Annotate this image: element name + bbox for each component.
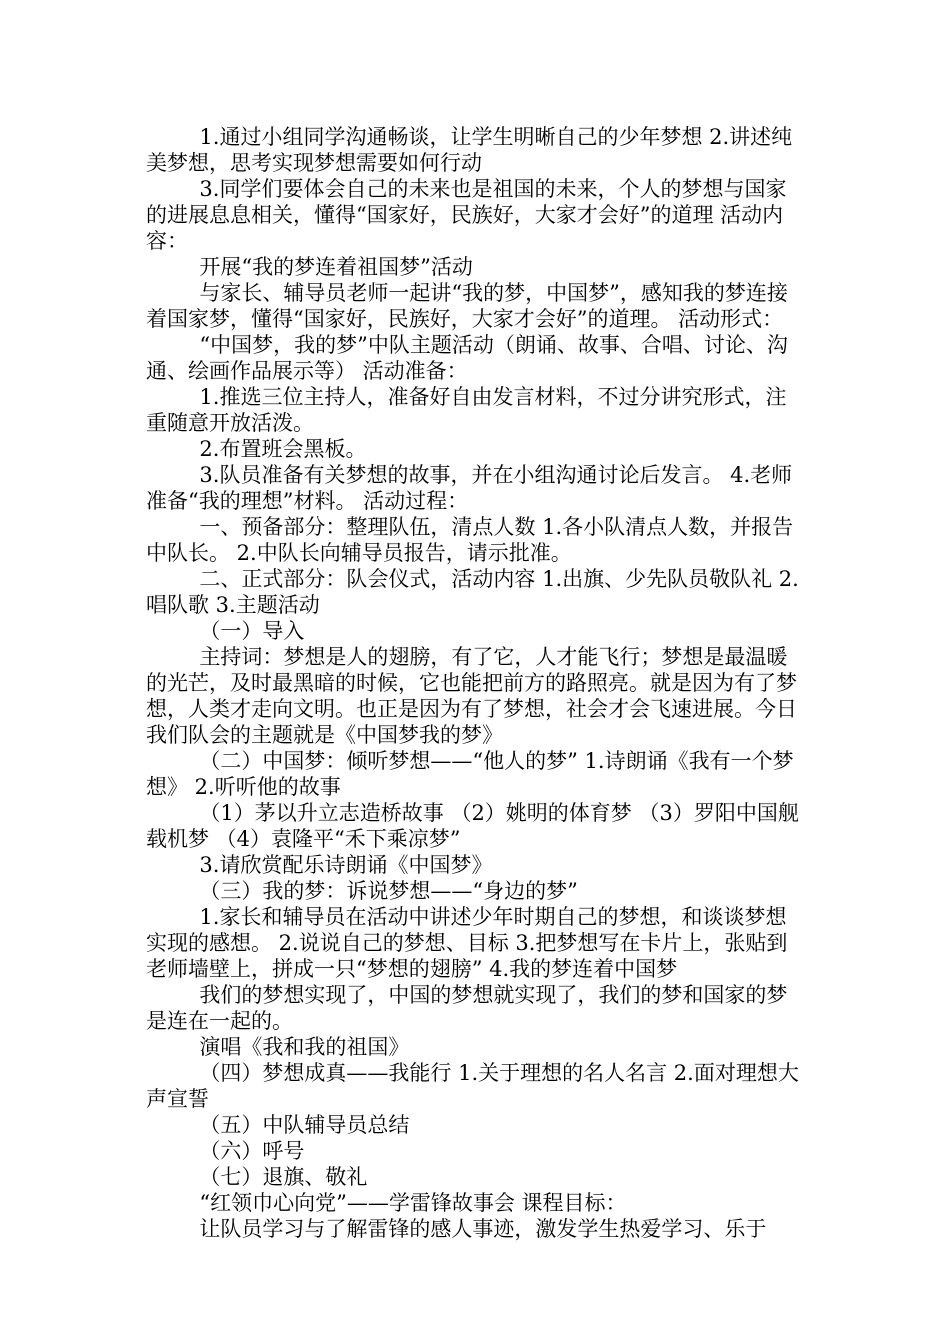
paragraph: 1.家长和辅导员在活动中讲述少年时期自己的梦想，和谈谈梦想实现的感想。 2.说说自己的梦想、目标 3.把梦想写在卡片上，张贴到老师墙壁上，拼成一只“梦想的翅膀” 4.我的梦连着中国梦	[146, 905, 788, 981]
paragraph: （五）中队辅导员总结	[146, 1113, 410, 1137]
paragraph: 一、预备部分：整理队伍，清点人数 1.各小队清点人数，并报告中队长。 2.中队长向辅导员报告，请示批准。	[146, 515, 794, 565]
paragraph: 我们的梦想实现了，中国的梦想就实现了，我们的梦和国家的梦是连在一起的。	[146, 983, 788, 1033]
paragraph: 1.通过小组同学沟通畅谈，让学生明晰自己的少年梦想 2.讲述纯美梦想，思考实现梦想需要如何行动	[146, 125, 793, 175]
paragraph: （四）梦想成真——我能行 1.关于理想的名人名言 2.面对理想大声宣誓	[146, 1061, 799, 1111]
paragraph: 与家长、辅导员老师一起讲“我的梦，中国梦”，感知我的梦连接着国家梦，懂得“国家好，民族好，大家才会好”的道理。 活动形式：	[146, 281, 788, 331]
paragraph: （六）呼号	[146, 1139, 305, 1163]
paragraph: 3.请欣赏配乐诗朗诵《中国梦》	[146, 853, 493, 877]
paragraph: （三）我的梦：诉说梦想——“身边的梦”	[146, 879, 578, 903]
paragraph: （七）退旗、敬礼	[146, 1165, 368, 1189]
paragraph: 主持词：梦想是人的翅膀，有了它，人才能飞行；梦想是最温暖的光芒，及时最黑暗的时候，它也能把前方的路照亮。就是因为有了梦想，人类才走向文明。也正是因为有了梦想，社会才会飞速进展。今日我们队会的主题就是《中国梦我的梦》	[146, 645, 797, 747]
paragraph: 1.推选三位主持人，准备好自由发言材料，不过分讲究形式，注重随意开放活泼。	[146, 385, 787, 435]
paragraph: 3.同学们要体会自己的未来也是祖国的未来，个人的梦想与国家的进展息息相关，懂得“国家好，民族好，大家才会好”的道理 活动内容：	[146, 177, 787, 253]
paragraph: （二）中国梦：倾听梦想——“他人的梦” 1.诗朗诵《我有一个梦想》 2.听听他的故事	[146, 749, 794, 799]
paragraph: “中国梦，我的梦”中队主题活动（朗诵、故事、合唱、讨论、沟通、绘画作品展示等） 活动准备：	[146, 333, 788, 383]
paragraph: 2.布置班会黑板。	[146, 437, 367, 461]
document-body	[146, 124, 806, 1242]
paragraph: 让队员学习与了解雷锋的感人事迹，激发学生热爱学习、乐于	[146, 1217, 767, 1241]
paragraph: 3.队员准备有关梦想的故事，并在小组沟通讨论后发言。 4.老师准备“我的理想”材料。 活动过程：	[146, 463, 793, 513]
paragraph: 二、正式部分：队会仪式，活动内容 1.出旗、少先队员敬队礼 2.唱队歌 3.主题活动	[146, 567, 799, 617]
paragraph: 开展“我的梦连着祖国梦”活动	[146, 255, 473, 279]
paragraph: “红领巾心向党”——学雷锋故事会 课程目标：	[146, 1191, 627, 1215]
paragraph: 演唱《我和我的祖国》	[146, 1035, 410, 1059]
paragraph: （一）导入	[146, 619, 305, 643]
paragraph: （1）茅以升立志造桥故事 （2）姚明的体育梦 （3）罗阳中国舰载机梦 （4）袁隆平“禾下乘凉梦”	[146, 801, 799, 851]
